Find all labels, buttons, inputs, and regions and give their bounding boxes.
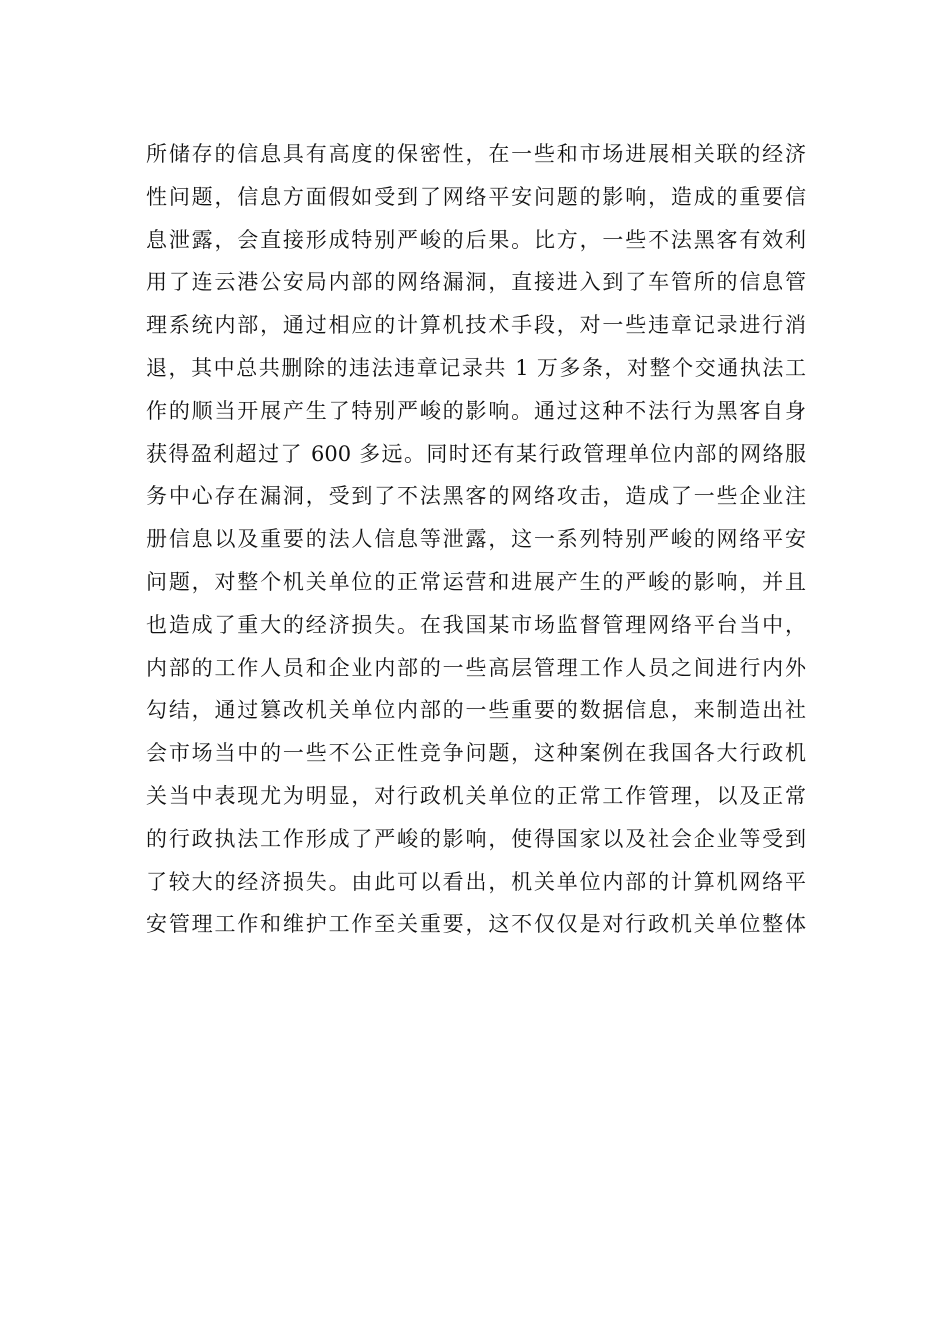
text-line: 作的顺当开展产生了特别严峻的影响。通过这种不法行为黑客自身 (146, 398, 806, 423)
text-line: 问题，对整个机关单位的正常运营和进展产生的严峻的影响，并且 (146, 569, 806, 594)
text-line: 务中心存在漏洞，受到了不法黑客的网络攻击，造成了一些企业注 (146, 484, 806, 509)
text-line: 了较大的经济损失。由此可以看出，机关单位内部的计算机网络平 (146, 869, 806, 894)
text-line: 会市场当中的一些不公正性竞争问题，这种案例在我国各大行政机 (146, 741, 806, 766)
text-line: 的行政执法工作形成了严峻的影响，使得国家以及社会企业等受到 (146, 826, 806, 851)
text-line: 退，其中总共删除的违法违章记录共 1 万多条，对整个交通执法工 (146, 355, 806, 380)
text-line: 获得盈利超过了 600 多远。同时还有某行政管理单位内部的网络服 (146, 441, 806, 466)
text-line: 勾结，通过篡改机关单位内部的一些重要的数据信息，来制造出社 (146, 698, 806, 723)
text-line: 内部的工作人员和企业内部的一些高层管理工作人员之间进行内外 (146, 655, 806, 680)
body-paragraph (146, 133, 806, 946)
text-line: 也造成了重大的经济损失。在我国某市场监督管理网络平台当中， (146, 612, 806, 637)
text-line: 息泄露，会直接形成特别严峻的后果。比方，一些不法黑客有效利 (146, 227, 806, 252)
text-line: 安管理工作和维护工作至关重要，这不仅仅是对行政机关单位整体 (146, 912, 806, 937)
text-line: 性问题，信息方面假如受到了网络平安问题的影响，造成的重要信 (146, 184, 806, 209)
text-line: 关当中表现尤为明显，对行政机关单位的正常工作管理，以及正常 (146, 783, 806, 808)
text-line: 理系统内部，通过相应的计算机技术手段，对一些违章记录进行消 (146, 313, 806, 338)
text-line: 册信息以及重要的法人信息等泄露，这一系列特别严峻的网络平安 (146, 527, 806, 552)
text-line: 用了连云港公安局内部的网络漏洞，直接进入到了车管所的信息管 (146, 270, 806, 295)
text-line: 所储存的信息具有高度的保密性，在一些和市场进展相关联的经济 (146, 142, 806, 166)
